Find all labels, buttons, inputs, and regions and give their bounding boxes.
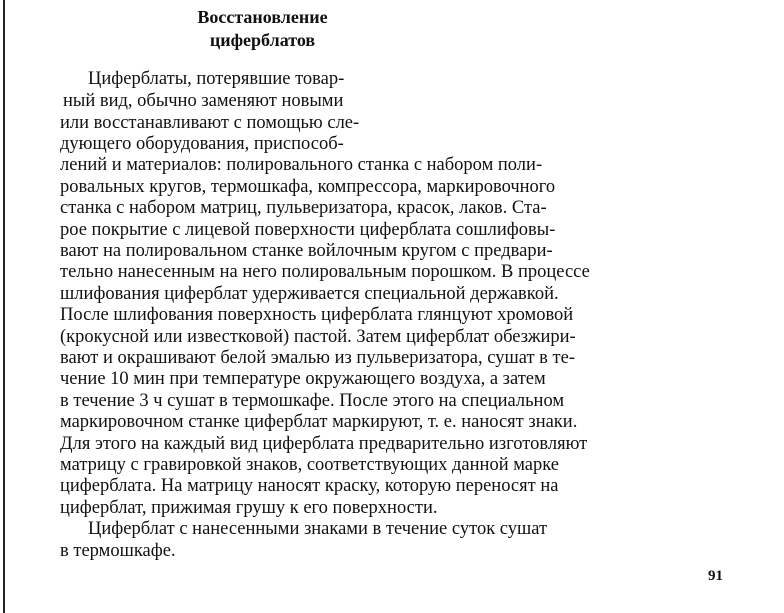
section-heading-line-2: циферблатов <box>209 30 316 50</box>
paragraph-1-line: Циферблаты, потерявшие товар- <box>88 69 345 89</box>
paragraph-1-line: вают на полировальном станке войлочным кругом с предвари- <box>60 241 553 261</box>
paragraph-1-line: лений и материалов: полировального станка с набором поли- <box>60 155 543 175</box>
page-number: 91 <box>708 568 723 584</box>
paragraph-1-line: станка с набором матриц, пульверизатора, красок, лаков. Ста- <box>60 198 547 218</box>
paragraph-1-line: После шлифования поверхность циферблата глянцуют хромовой <box>60 305 574 325</box>
paragraph-1-line: матрицу с гравировкой знаков, соответствующих данной марке <box>60 455 560 475</box>
paragraph-1-line: дующего оборудования, приспособ- <box>60 134 344 154</box>
paragraph-1-line: или восстанавливают с помощью сле- <box>60 113 360 133</box>
paragraph-1-line: циферблата. На матрицу наносят краску, которую переносят на <box>60 476 559 496</box>
paragraph-1-line: чение 10 мин при температуре окружающего воздуха, а затем <box>60 369 546 389</box>
paragraph-1-line: циферблат, прижимая грушу к его поверхности. <box>60 498 438 518</box>
paragraph-1-line: ный вид, обычно заменяют новыми <box>63 91 344 111</box>
paragraph-1-line: Для этого на каждый вид циферблата предварительно изготовляют <box>60 434 588 454</box>
paragraph-2-line: в термошкафе. <box>60 541 176 561</box>
paragraph-1-line: шлифования циферблат удерживается специальной державкой. <box>60 284 559 304</box>
paragraph-1-line: (крокусной или известковой) пастой. Затем циферблат обезжири- <box>60 327 576 347</box>
paragraph-1-line: вают и окрашивают белой эмалью из пульверизатора, сушат в те- <box>60 348 575 368</box>
paragraph-1-line: тельно нанесенным на него полировальным порошком. В процессе <box>60 262 590 282</box>
paragraph-1-line: ровальных кругов, термошкафа, компрессора, маркировочного <box>60 177 556 197</box>
paragraph-2-line: Циферблат с нанесенными знаками в течение суток сушат <box>88 519 548 539</box>
paragraph-1-line: рое покрытие с лицевой поверхности циферблата сошлифовы- <box>60 220 556 240</box>
section-heading-line-1: Восстановление <box>197 7 328 27</box>
paragraph-1-line: маркировочном станке циферблат маркируют, т. е. наносят знаки. <box>60 412 578 432</box>
paragraph-1-line: в течение 3 ч сушат в термошкафе. После этого на специальном <box>60 391 565 411</box>
